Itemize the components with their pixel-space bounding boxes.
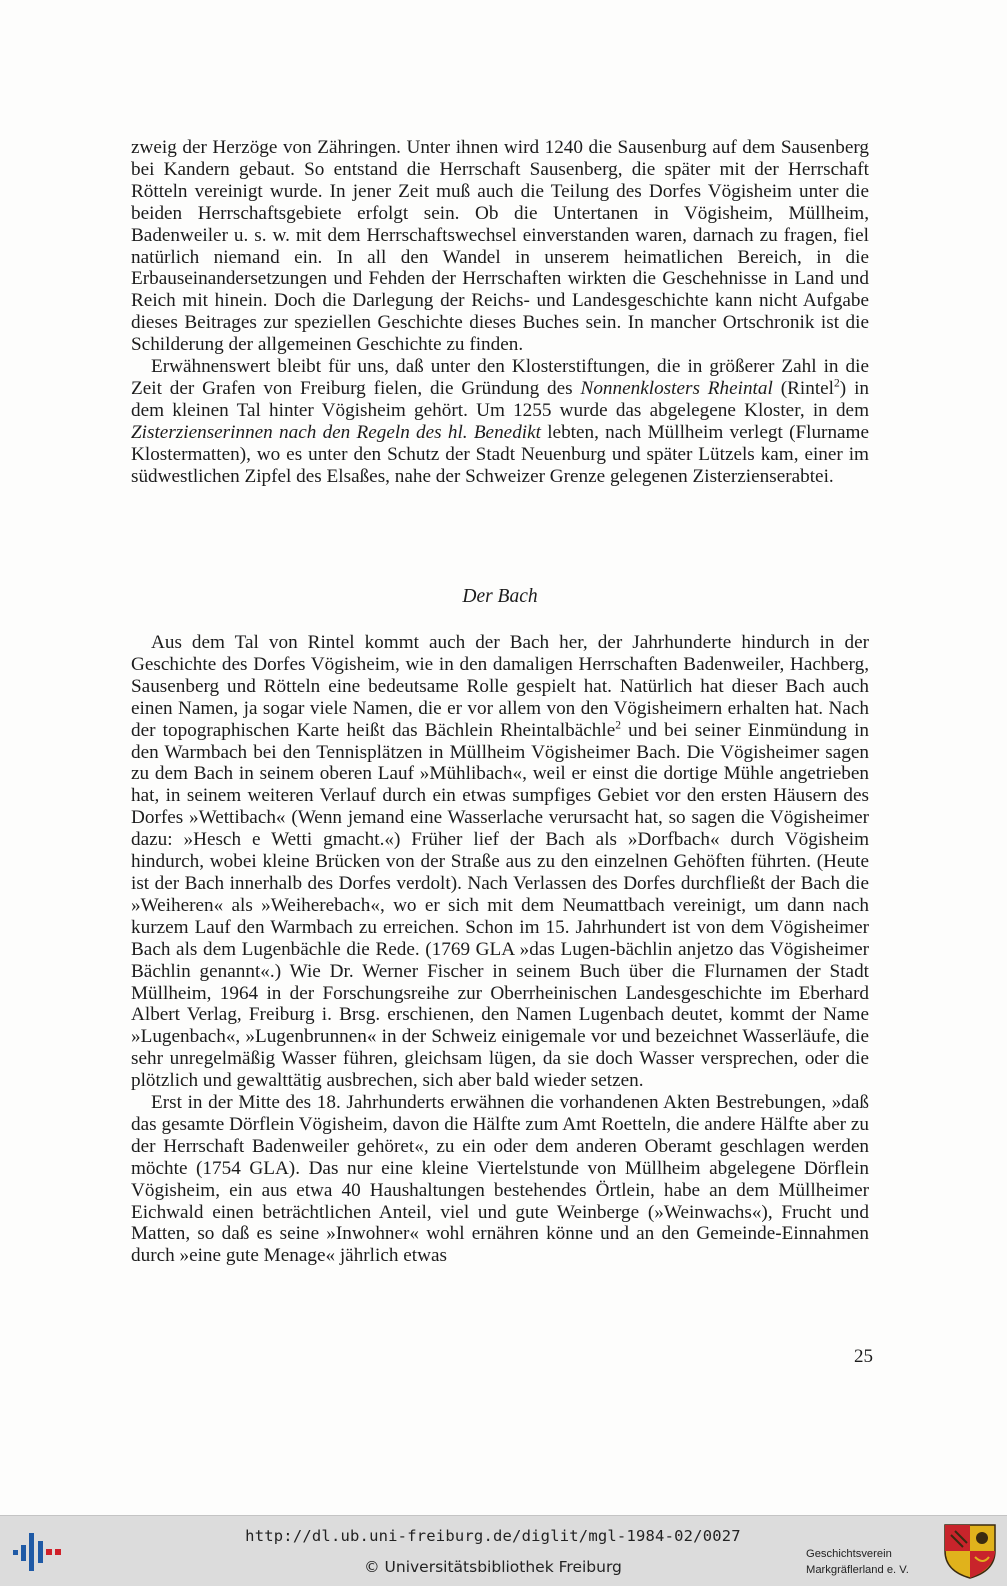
- italic-term: Zisterzienserinnen nach den Regeln des hl. Benedikt: [131, 421, 541, 443]
- section-heading: Der Bach: [462, 586, 538, 607]
- footnote-ref: 2: [615, 719, 621, 732]
- footnote-ref: 2: [834, 377, 840, 390]
- page-number: 25: [854, 1346, 873, 1367]
- source-url-link[interactable]: http://dl.ub.uni-freiburg.de/diglit/mgl-1984-02/0027: [245, 1527, 741, 1545]
- ub-freiburg-logo-icon[interactable]: [7, 1523, 67, 1579]
- paragraph-2: Erwähnenswert bleibt für uns, daß unter den Klosterstiftungen, die in größerer Zahl in die Zeit der Grafen von Freiburg fielen, die Gründung des Nonnenklosters Rheintal (Rintel$^2$) in dem kleinen Tal hinter Vögisheim gehört. Um 1255 wurde das abgelegene Kloster, in dem Zisterzienserinnen nach den Regeln des hl. Benedikt lebten, nach Müllheim verlegt (Flurname Klostermatten), wo es unter den Schutz der Stadt Neuenburg und später Lützels kam, einer im südwestlichen Zipfel des Elsaßes, nahe der Schweizer Grenze gelegenen Zisterzienserabtei.: [131, 356, 869, 487]
- italic-term: Nonnenklosters Rheintal: [580, 377, 773, 399]
- coat-of-arms-icon: [941, 1521, 999, 1581]
- paragraph-4: Erst in der Mitte des 18. Jahrhunderts erwähnen die vorhandenen Akten Bestrebungen, »daß das gesamte Dörflein Vögisheim, davon die Hälfte zum Amt Roetteln, die andere Hälfte aber zu der Herrschaft Badenweiler gehöret«, zu ein oder dem anderen Oberamt geschlagen werden möchte (1754 GLA). Das nur eine kleine Viertelstunde von Müllheim abgelegene Dörflein Vögisheim, ein aus etwa 40 Haushaltungen bestehendes Örtlein, habe an dem Müllheimer Eichwald einen beträchtlichen Anteil, viel und gute Weinberge (»Weinwachs«), Frucht und Matten, so daß es seine »Inwohner« wohl ernähren könne und an den Gemeinde-Einnahmen durch »eine gute Menage« jährlich etwas: [131, 1092, 869, 1267]
- body-text-bottom: [131, 632, 869, 1267]
- copyright-text: © Universitätsbibliothek Freiburg: [364, 1558, 622, 1576]
- paragraph-3: Aus dem Tal von Rintel kommt auch der Bach her, der Jahrhunderte hindurch in der Geschichte des Dorfes Vögisheim, wie in den damaligen Herrschaften Badenweiler, Hachberg, Sausenberg und Rötteln eine bedeutsame Rolle gespielt hat. Natürlich hat dieser Bach auch einen Namen, ja sogar viele Namen, die er vor allem von den Vögisheimern erhalten hat. Nach der topographischen Karte heißt das Bächlein Rheintalbächle$^2$ und bei seiner Einmündung in den Warmbach bei den Tennisplätzen in Müllheim Vögisheimer Bach. Die Vögisheimer sagen zu dem Bach in seinem oberen Lauf »Mühlibach«, weil er einst die dortige Mühle angetrieben hat, in seinem weiteren Verlauf durch ein etwas sumpfiges Gebiet vor den ersten Häusern des Dorfes »Wettibach« (Wenn jemand eine Wasserlache verursacht hat, so sagen die Vögisheimer dazu: »Hesch e Wetti gmacht.«) Früher lief der Bach als »Dorfbach« durch Vögisheim hindurch, wobei kleine Brücken von der Straße aus zu den einzelnen Gehöften führten. (Heute ist der Bach innerhalb des Dorfes verdolt). Nach Verlassen des Dorfes durchfließt der Bach die »Weiheren« als »Weiherebach«, wo er sich mit dem Neumattbach vereinigt, um dann nach kurzem Lauf den Warmbach zu erreichen. Schon im 15. Jahrhundert ist von dem Vögisheimer Bach als dem Lugenbächle die Rede. (1769 GLA »das Lugen-bächlin anjetzo das Vögisheimer Bächlin genannt«.) Wie Dr. Werner Fischer in seinem Buch über die Flurnamen der Stadt Müllheim, 1964 in der Forschungsreihe zur Oberrheinischen Landesgeschichte im Eberhard Albert Verlag, Freiburg i. Brsg. erschienen, den Namen Lugenbach deutet, kommt der Name »Lugenbach«, »Lugenbrunnen« in der Schweiz einigemale vor und bezeichnet Wasserläufe, die sehr unregelmäßig Wasser führen, gleichsam lügen, da sie doch Wasser versprechen, oder die plötzlich und gewalttätig ausbrechen, sich aber bald wieder setzen.: [131, 632, 869, 1092]
- footer-bar: [0, 1515, 1007, 1586]
- society-name: Geschichtsverein Markgräflerland e. V.: [806, 1548, 909, 1576]
- paragraph-1: zweig der Herzöge von Zähringen. Unter ihnen wird 1240 die Sausenburg auf dem Sausenberg bei Kandern gebaut. So entstand die Herrschaft Sausenberg, die später mit der Herrschaft Rötteln vereinigt wurde. In jener Zeit muß auch die Teilung des Dorfes Vögisheim unter die beiden Herrschaftsgebiete erfolgt sein. Ob die Untertanen in Vögisheim, Müllheim, Badenweiler u. s. w. mit dem Herrschaftswechsel einverstanden waren, darnach zu fragen, fiel natürlich niemand ein. In all den Wandel in unserem heimatlichen Bereich, in die Erbauseinandersetzungen und Fehden der Herrschaften wirkten die Geschehnisse in Land und Reich mit hinein. Doch die Darlegung der Reichs- und Landesgeschichte kann nicht Aufgabe dieses Beitrages zur speziellen Geschichte dieses Buches sein. In mancher Ortschronik ist die Schilderung der allgemeinen Geschichte zu finden.: [131, 137, 869, 356]
- body-text-top: [131, 137, 869, 488]
